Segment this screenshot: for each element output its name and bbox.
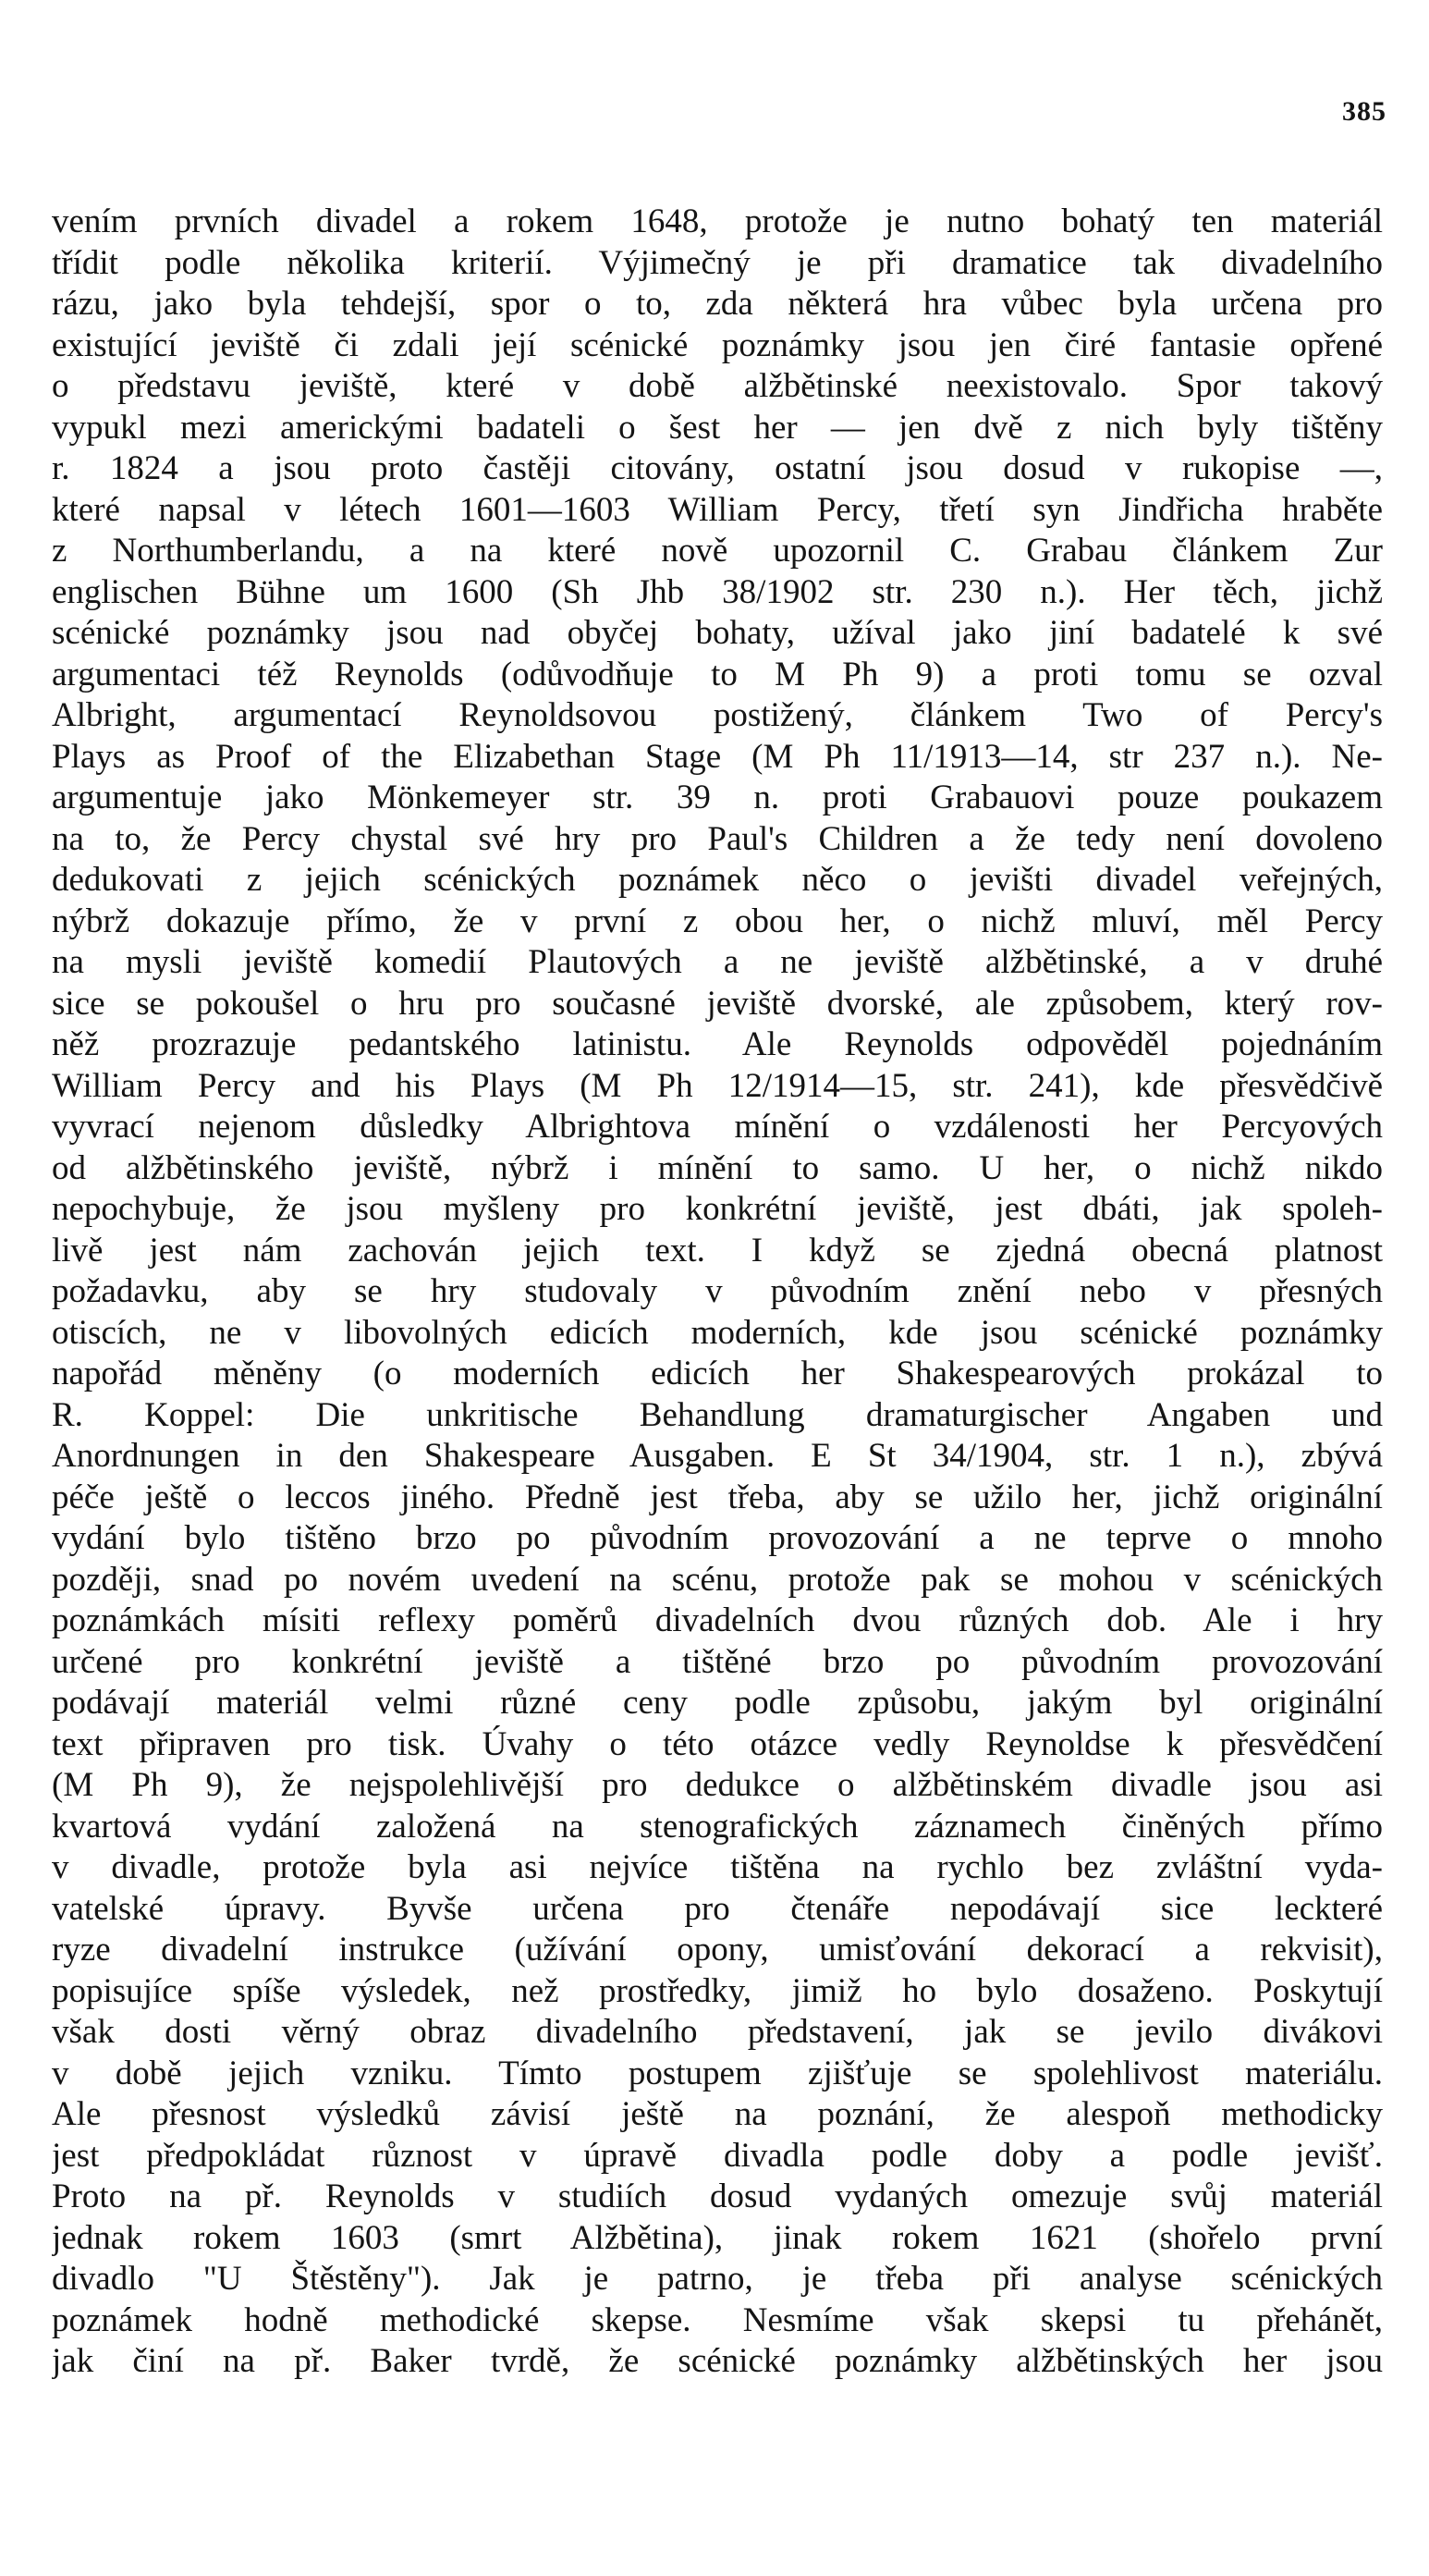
text-line: dedukovati z jejich scénických poznámek něco o jevišti divadel veřejných, xyxy=(52,861,1383,899)
text-line: nepochybuje, že jsou myšleny pro konkrétní jeviště, jest dbáti, jak spoleh- xyxy=(52,1190,1383,1228)
body-text xyxy=(52,202,1383,2383)
text-line: v době jejich vzniku. Tímto postupem zjišťuje se spolehlivost materiálu. xyxy=(52,2054,1383,2092)
text-line: Anordnungen in den Shakespeare Ausgaben. E St 34/1904, str. 1 n.), zbývá xyxy=(52,1437,1383,1475)
text-line: poznámkách mísiti reflexy poměrů divadelních dvou různých dob. Ale i hry xyxy=(52,1601,1383,1639)
text-line: englischen Bühne um 1600 (Sh Jhb 38/1902 str. 230 n.). Her těch, jichž xyxy=(52,572,1383,611)
text-line: r. 1824 a jsou proto častěji citovány, ostatní jsou dosud v rukopise —, xyxy=(52,449,1383,487)
text-line: něž prozrazuje pedantského latinistu. Ale Reynolds odpověděl pojednáním xyxy=(52,1025,1383,1063)
text-line: Proto na př. Reynolds v studiích dosud vydaných omezuje svůj materiál xyxy=(52,2177,1383,2215)
text-line: vypukl mezi americkými badateli o šest her — jen dvě z nich byly tištěny xyxy=(52,408,1383,447)
text-line: kvartová vydání založená na stenografických záznamech činěných přímo xyxy=(52,1807,1383,1846)
text-line: určené pro konkrétní jeviště a tištěné brzo po původním provozování xyxy=(52,1642,1383,1681)
text-line: vatelské úpravy. Byvše určena pro čtenáře nepodávají sice leckteré xyxy=(52,1889,1383,1928)
text-line: poznámek hodně methodické skepse. Nesmíme však skepsi tu přehánět, xyxy=(52,2300,1383,2339)
text-line: R. Koppel: Die unkritische Behandlung dramaturgischer Angaben und xyxy=(52,1395,1383,1434)
text-line: otiscích, ne v libovolných edicích moderních, kde jsou scénické poznámky xyxy=(52,1313,1383,1352)
text-line: však dosti věrný obraz divadelního představení, jak se jevilo divákovi xyxy=(52,2013,1383,2051)
text-line: nýbrž dokazuje přímo, že v první z obou her, o nichž mluví, měl Percy xyxy=(52,902,1383,940)
text-line: Albright, argumentací Reynoldsovou postižený, článkem Two of Percy's xyxy=(52,696,1383,734)
text-line: později, snad po novém uvedení na scénu, protože pak se mohou v scénických xyxy=(52,1560,1383,1599)
text-line: požadavku, aby se hry studovaly v původním znění nebo v přesných xyxy=(52,1272,1383,1310)
text-line: na to, že Percy chystal své hry pro Paul's Children a že tedy není dovoleno xyxy=(52,819,1383,858)
text-line: text připraven pro tisk. Úvahy o této otázce vedly Reynoldse k přesvědčení xyxy=(52,1724,1383,1763)
text-line: o představu jeviště, které v době alžbětinské neexistovalo. Spor takový xyxy=(52,367,1383,405)
text-line: na mysli jeviště komedií Plautových a ne jeviště alžbětinské, a v druhé xyxy=(52,943,1383,981)
text-line: (M Ph 9), že nejspolehlivější pro dedukce o alžbětinském divadle jsou asi xyxy=(52,1766,1383,1804)
page-number: 385 xyxy=(1342,96,1386,127)
text-line: livě jest nám zachován jejich text. I když se zjedná obecná platnost xyxy=(52,1231,1383,1270)
text-line: od alžbětinského jeviště, nýbrž i mínění to samo. U her, o nichž nikdo xyxy=(52,1148,1383,1187)
text-line: William Percy and his Plays (M Ph 12/1914—15, str. 241), kde přesvědčivě xyxy=(52,1066,1383,1105)
text-line: sice se pokoušel o hru pro současné jeviště dvorské, ale způsobem, který rov- xyxy=(52,984,1383,1023)
text-line: argumentuje jako Mönkemeyer str. 39 n. proti Grabauovi pouze poukazem xyxy=(52,779,1383,816)
text-line: jest předpokládat různost v úpravě divadla podle doby a podle jevišť. xyxy=(52,2136,1383,2175)
text-line: ryze divadelní instrukce (užívání opony, umisťování dekorací a rekvisit), xyxy=(52,1931,1383,1969)
text-line: napořád měněny (o moderních edicích her Shakespearových prokázal to xyxy=(52,1355,1383,1392)
text-line: argumentaci též Reynolds (odůvodňuje to M Ph 9) a proti tomu se ozval xyxy=(52,655,1383,693)
text-line: rázu, jako byla tehdejší, spor o to, zda některá hra vůbec byla určena pro xyxy=(52,285,1383,323)
text-line: scénické poznámky jsou nad obyčej bohaty, užíval jako jiní badatelé k své xyxy=(52,614,1383,652)
text-line: které napsal v létech 1601—1603 William Percy, třetí syn Jindřicha hraběte xyxy=(52,490,1383,529)
text-line: vením prvních divadel a rokem 1648, protože je nutno bohatý ten materiál xyxy=(52,202,1383,240)
text-line: divadlo "U Štěstěny"). Jak je patrno, je třeba při analyse scénických xyxy=(52,2260,1383,2298)
text-line: Plays as Proof of the Elizabethan Stage (M Ph 11/1913—14, str 237 n.). Ne- xyxy=(52,737,1383,776)
text-line: popisujíce spíše výsledek, než prostředky, jimiž ho bylo dosaženo. Poskytují xyxy=(52,1971,1383,2010)
text-line: v divadle, protože byla asi nejvíce tištěna na rychlo bez zvláštní vyda- xyxy=(52,1848,1383,1886)
text-line: Ale přesnost výsledků závisí ještě na poznání, že alespoň methodicky xyxy=(52,2095,1383,2133)
text-line: jak činí na př. Baker tvrdě, že scénické poznámky alžbětinských her jsou xyxy=(52,2342,1383,2380)
text-line: podávají materiál velmi různé ceny podle způsobu, jakým byl originální xyxy=(52,1684,1383,1722)
text-line: jednak rokem 1603 (smrt Alžbětina), jinak rokem 1621 (shořelo první xyxy=(52,2218,1383,2257)
text-line: existující jeviště či zdali její scénické poznámky jsou jen čiré fantasie opřené xyxy=(52,325,1383,364)
text-line: vydání bylo tištěno brzo po původním provozování a ne teprve o mnoho xyxy=(52,1519,1383,1557)
text-line: vyvrací nejenom důsledky Albrightova mínění o vzdálenosti her Percyových xyxy=(52,1108,1383,1146)
text-line: z Northumberlandu, a na které nově upozornil C. Grabau článkem Zur xyxy=(52,532,1383,570)
text-line: třídit podle několika kriterií. Výjimečný je při dramatice tak divadelního xyxy=(52,243,1383,282)
text-line: péče ještě o leccos jiného. Předně jest třeba, aby se užilo her, jichž originální xyxy=(52,1478,1383,1516)
